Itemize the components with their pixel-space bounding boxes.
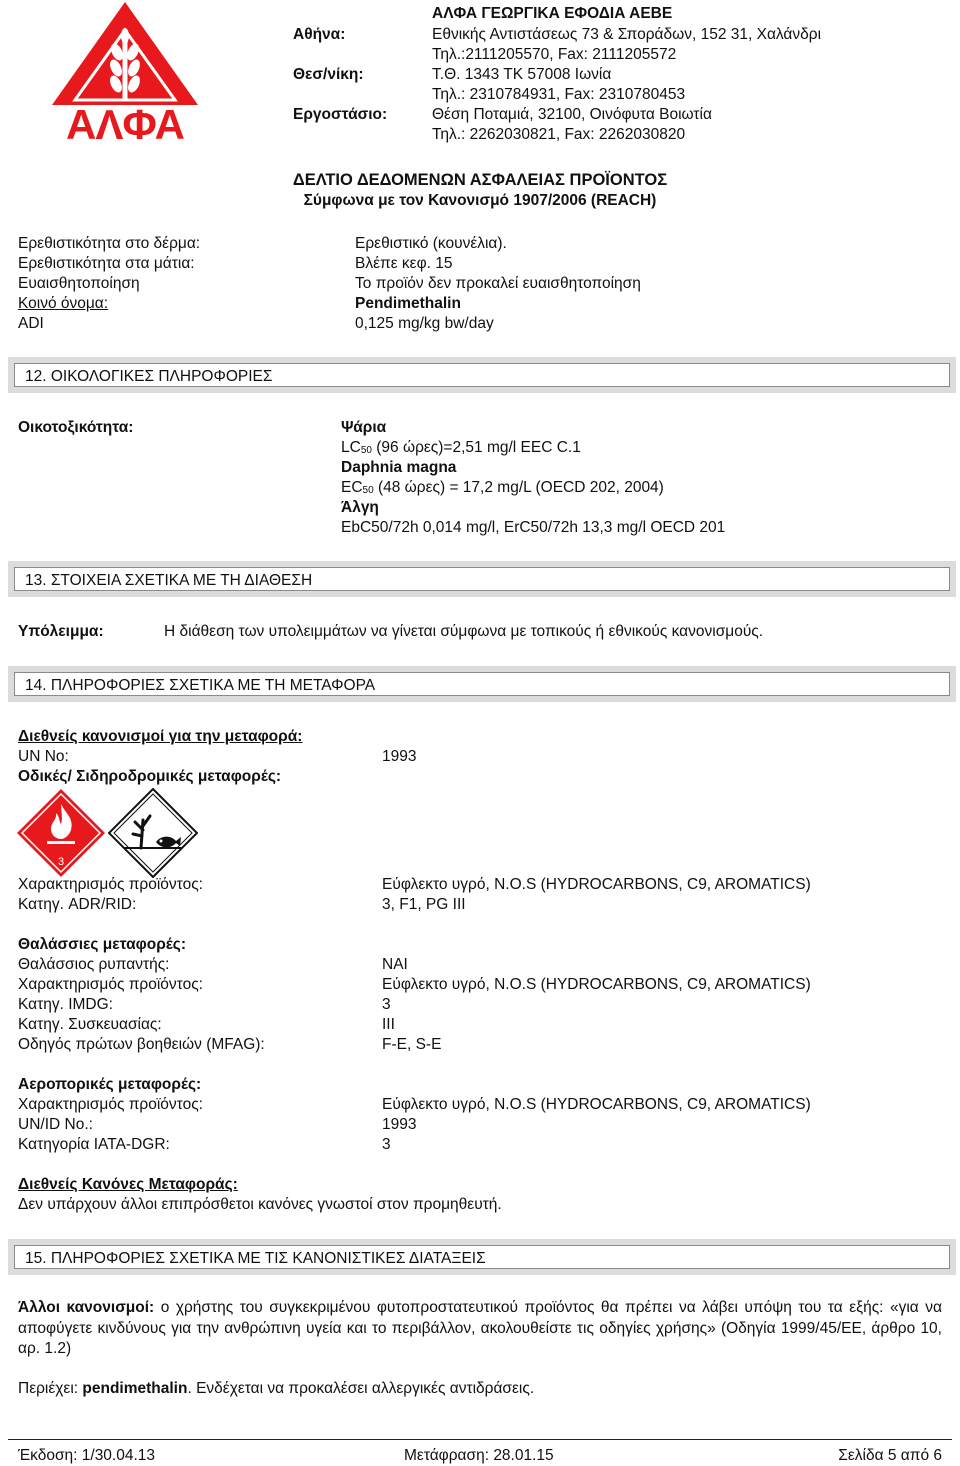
footer-divider — [8, 1439, 952, 1440]
air-product-value: Εύφλεκτο υγρό, N.O.S (HYDROCARBONS, C9, AROMATICS) — [382, 1096, 811, 1113]
tox-label-sensitization: Ευαισθητοποίηση — [18, 275, 140, 292]
disposal-label: Υπόλειμμα: — [18, 623, 104, 640]
ecotox-daphnia-title: Daphnia magna — [341, 459, 457, 476]
ecotox-algae-title: Άλγη — [341, 499, 379, 516]
road-product-value: Εύφλεκτο υγρό, N.O.S (HYDROCARBONS, C9, AROMATICS) — [382, 876, 811, 893]
flammable-liquid-pictogram — [16, 788, 106, 878]
air-unid-value: 1993 — [382, 1116, 417, 1133]
sea-imdg-value: 3 — [382, 996, 391, 1013]
ecotox-fish-title: Ψάρια — [341, 419, 387, 436]
road-product-label: Χαρακτηρισμός προϊόντος: — [18, 876, 203, 893]
road-adr-label: Κατηγ. ADR/RID: — [18, 896, 137, 913]
logo-text: ΑΛΦΑ — [65, 101, 185, 145]
sea-imdg-label: Κατηγ. IMDG: — [18, 996, 113, 1013]
other-regulations-text: ο χρήστης του συγκεκριμένου φυτοπροστατευτικού προϊόντος θα πρέπει να λάβει υπόψη του τα εξής: «για να αποφύγετε κινδύνους για την ανθρώπινη υγεία και το περιβάλλον, ακολουθείστε τις οδηγίες χρήσης» (Οδηγία 1999/45/ΕΕ, άρθρο 10, αρ. 1.2) — [18, 1299, 942, 1357]
doc-title: ΔΕΛΤΙΟ ΔΕΔΟΜΕΝΩΝ ΑΣΦΑΛΕΙΑΣ ΠΡΟΪΟΝΤΟΣ — [292, 171, 668, 189]
section-14-title: 14. ΠΛΗΡΟΦΟΡΙΕΣ ΣΧΕΤΙΚΑ ΜΕ ΤΗ ΜΕΤΑΦΟΡΑ — [25, 677, 376, 694]
sea-product-label: Χαρακτηρισμός προϊόντος: — [18, 976, 203, 993]
other-regulations-paragraph — [18, 1298, 942, 1360]
air-transport-heading: Αεροπορικές μεταφορές: — [18, 1076, 202, 1093]
intl-rules-text: Δεν υπάρχουν άλλοι επιπρόσθετοι κανόνες γνωστοί στον προμηθευτή. — [18, 1196, 502, 1213]
logo-graphic — [30, 0, 220, 145]
sea-pollutant-value: ΝΑΙ — [382, 956, 408, 973]
ecotox-fish-value: $LC_{50}$ (96 ώρες)=2,51 mg/l EEC C.1 — [341, 439, 581, 456]
tox-value-sensitization: Το προϊόν δεν προκαλεί ευαισθητοποίηση — [355, 275, 641, 292]
sea-transport-heading: Θαλάσσιες μεταφορές: — [18, 936, 186, 953]
un-number-value: 1993 — [382, 748, 417, 765]
office-thessaloniki-address: Τ.Θ. 1343 ΤΚ 57008 Ιωνία — [432, 66, 612, 83]
air-product-label: Χαρακτηρισμός προϊόντος: — [18, 1096, 203, 1113]
sea-mfag-value: F-E, S-E — [382, 1036, 442, 1053]
section-12-header — [8, 357, 956, 393]
tox-label-skin: Ερεθιστικότητα στο δέρμα: — [18, 235, 201, 252]
section-15-title: 15. ΠΛΗΡΟΦΟΡΙΕΣ ΣΧΕΤΙΚΑ ΜΕ ΤΙΣ ΚΑΝΟΝΙΣΤΙΚΕΣ ΔΙΑΤΑΞΕΙΣ — [25, 1250, 486, 1267]
office-thessaloniki-phone: Τηλ.: 2310784931, Fax: 2310780453 — [432, 86, 686, 103]
tox-value-eyes: Βλέπε κεφ. 15 — [355, 255, 453, 272]
tox-value-common-name: Pendimethalin — [355, 295, 461, 312]
intl-transport-heading: Διεθνείς κανονισμοί για την μεταφορά: — [18, 728, 303, 745]
footer-page-number: Σελίδα 5 από 6 — [838, 1447, 942, 1464]
doc-subtitle: Σύμφωνα με τον Κανονισμό 1907/2006 (REACH) — [303, 192, 657, 209]
section-14-header — [8, 666, 956, 702]
office-thessaloniki-label: Θεσ/νίκη: — [293, 66, 364, 83]
tox-label-eyes: Ερεθιστικότητα στα μάτια: — [18, 255, 195, 272]
disposal-value: Η διάθεση των υπολειμμάτων να γίνεται σύμφωνα με τοπικούς ή εθνικούς κανονισμούς. — [164, 623, 764, 640]
section-12-title: 12. ΟΙΚΟΛΟΓΙΚΕΣ ΠΛΗΡΟΦΟΡΙΕΣ — [25, 368, 273, 385]
footer-issue: Έκδοση: 1/30.04.13 — [18, 1447, 156, 1464]
road-adr-value: 3, F1, PG III — [382, 896, 466, 913]
office-factory-phone: Τηλ.: 2262030821, Fax: 2262030820 — [432, 126, 686, 143]
sea-packaging-value: III — [382, 1016, 395, 1033]
contains-line: Περιέχει: pendimethalin. Ενδέχεται να προκαλέσει αλλεργικές αντιδράσεις. — [18, 1380, 535, 1397]
ecotox-daphnia-value: $EC_{50}$ (48 ώρες) = 17,2 mg/L (OECD 202, 2004) — [341, 479, 664, 496]
road-transport-heading: Οδικές/ Σιδηροδρομικές μεταφορές: — [18, 768, 282, 785]
other-regulations-label: Άλλοι κανονισμοί: — [18, 1299, 155, 1316]
sea-packaging-label: Κατηγ. Συσκευασίας: — [18, 1016, 162, 1033]
section-15-header — [8, 1239, 956, 1275]
tox-value-adi: 0,125 mg/kg bw/day — [355, 315, 494, 332]
tox-value-skin: Ερεθιστικό (κουνέλια). — [355, 235, 507, 252]
office-factory-address: Θέση Ποταμιά, 32100, Οινόφυτα Βοιωτία — [432, 106, 712, 123]
company-name: ΑΛΦΑ ΓΕΩΡΓΙΚΑ ΕΦΟΔΙΑ ΑΕΒΕ — [432, 5, 673, 22]
air-iata-label: Κατηγορία IATA-DGR: — [18, 1136, 170, 1153]
pictogram-class-number: 3 — [57, 856, 65, 868]
sea-product-value: Εύφλεκτο υγρό, N.O.S (HYDROCARBONS, C9, AROMATICS) — [382, 976, 811, 993]
office-athens-label: Αθήνα: — [293, 26, 346, 43]
section-13-header — [8, 561, 956, 597]
ecotox-label: Οικοτοξικότητα: — [18, 419, 134, 436]
tox-label-common-name: Κοινό όνομα: — [18, 295, 109, 312]
air-iata-value: 3 — [382, 1136, 391, 1153]
company-logo — [30, 0, 220, 145]
office-athens-address: Εθνικής Αντιστάσεως 73 & Σποράδων, 152 31, Χαλάνδρι — [432, 26, 822, 43]
sea-mfag-label: Οδηγός πρώτων βοηθειών (MFAG): — [18, 1036, 265, 1053]
section-13-title: 13. ΣΤΟΙΧΕΙΑ ΣΧΕΤΙΚΑ ΜΕ ΤΗ ΔΙΑΘΕΣΗ — [25, 572, 313, 589]
un-number-label: UN No: — [18, 748, 69, 765]
tox-label-adi: ADI — [18, 315, 44, 332]
office-athens-phone: Τηλ.:2111205570, Fax: 2111205572 — [432, 46, 677, 63]
sea-pollutant-label: Θαλάσσιος ρυπαντής: — [18, 956, 170, 973]
air-unid-label: UN/ID No.: — [18, 1116, 93, 1133]
footer-translation: Μετάφραση: 28.01.15 — [404, 1447, 554, 1464]
office-factory-label: Εργοστάσιο: — [293, 106, 388, 123]
intl-rules-heading: Διεθνείς Κανόνες Μεταφοράς: — [18, 1176, 238, 1193]
ecotox-algae-value: EbC50/72h 0,014 mg/l, ErC50/72h 13,3 mg/l OECD 201 — [341, 519, 726, 536]
environment-hazard-pictogram — [108, 788, 198, 878]
